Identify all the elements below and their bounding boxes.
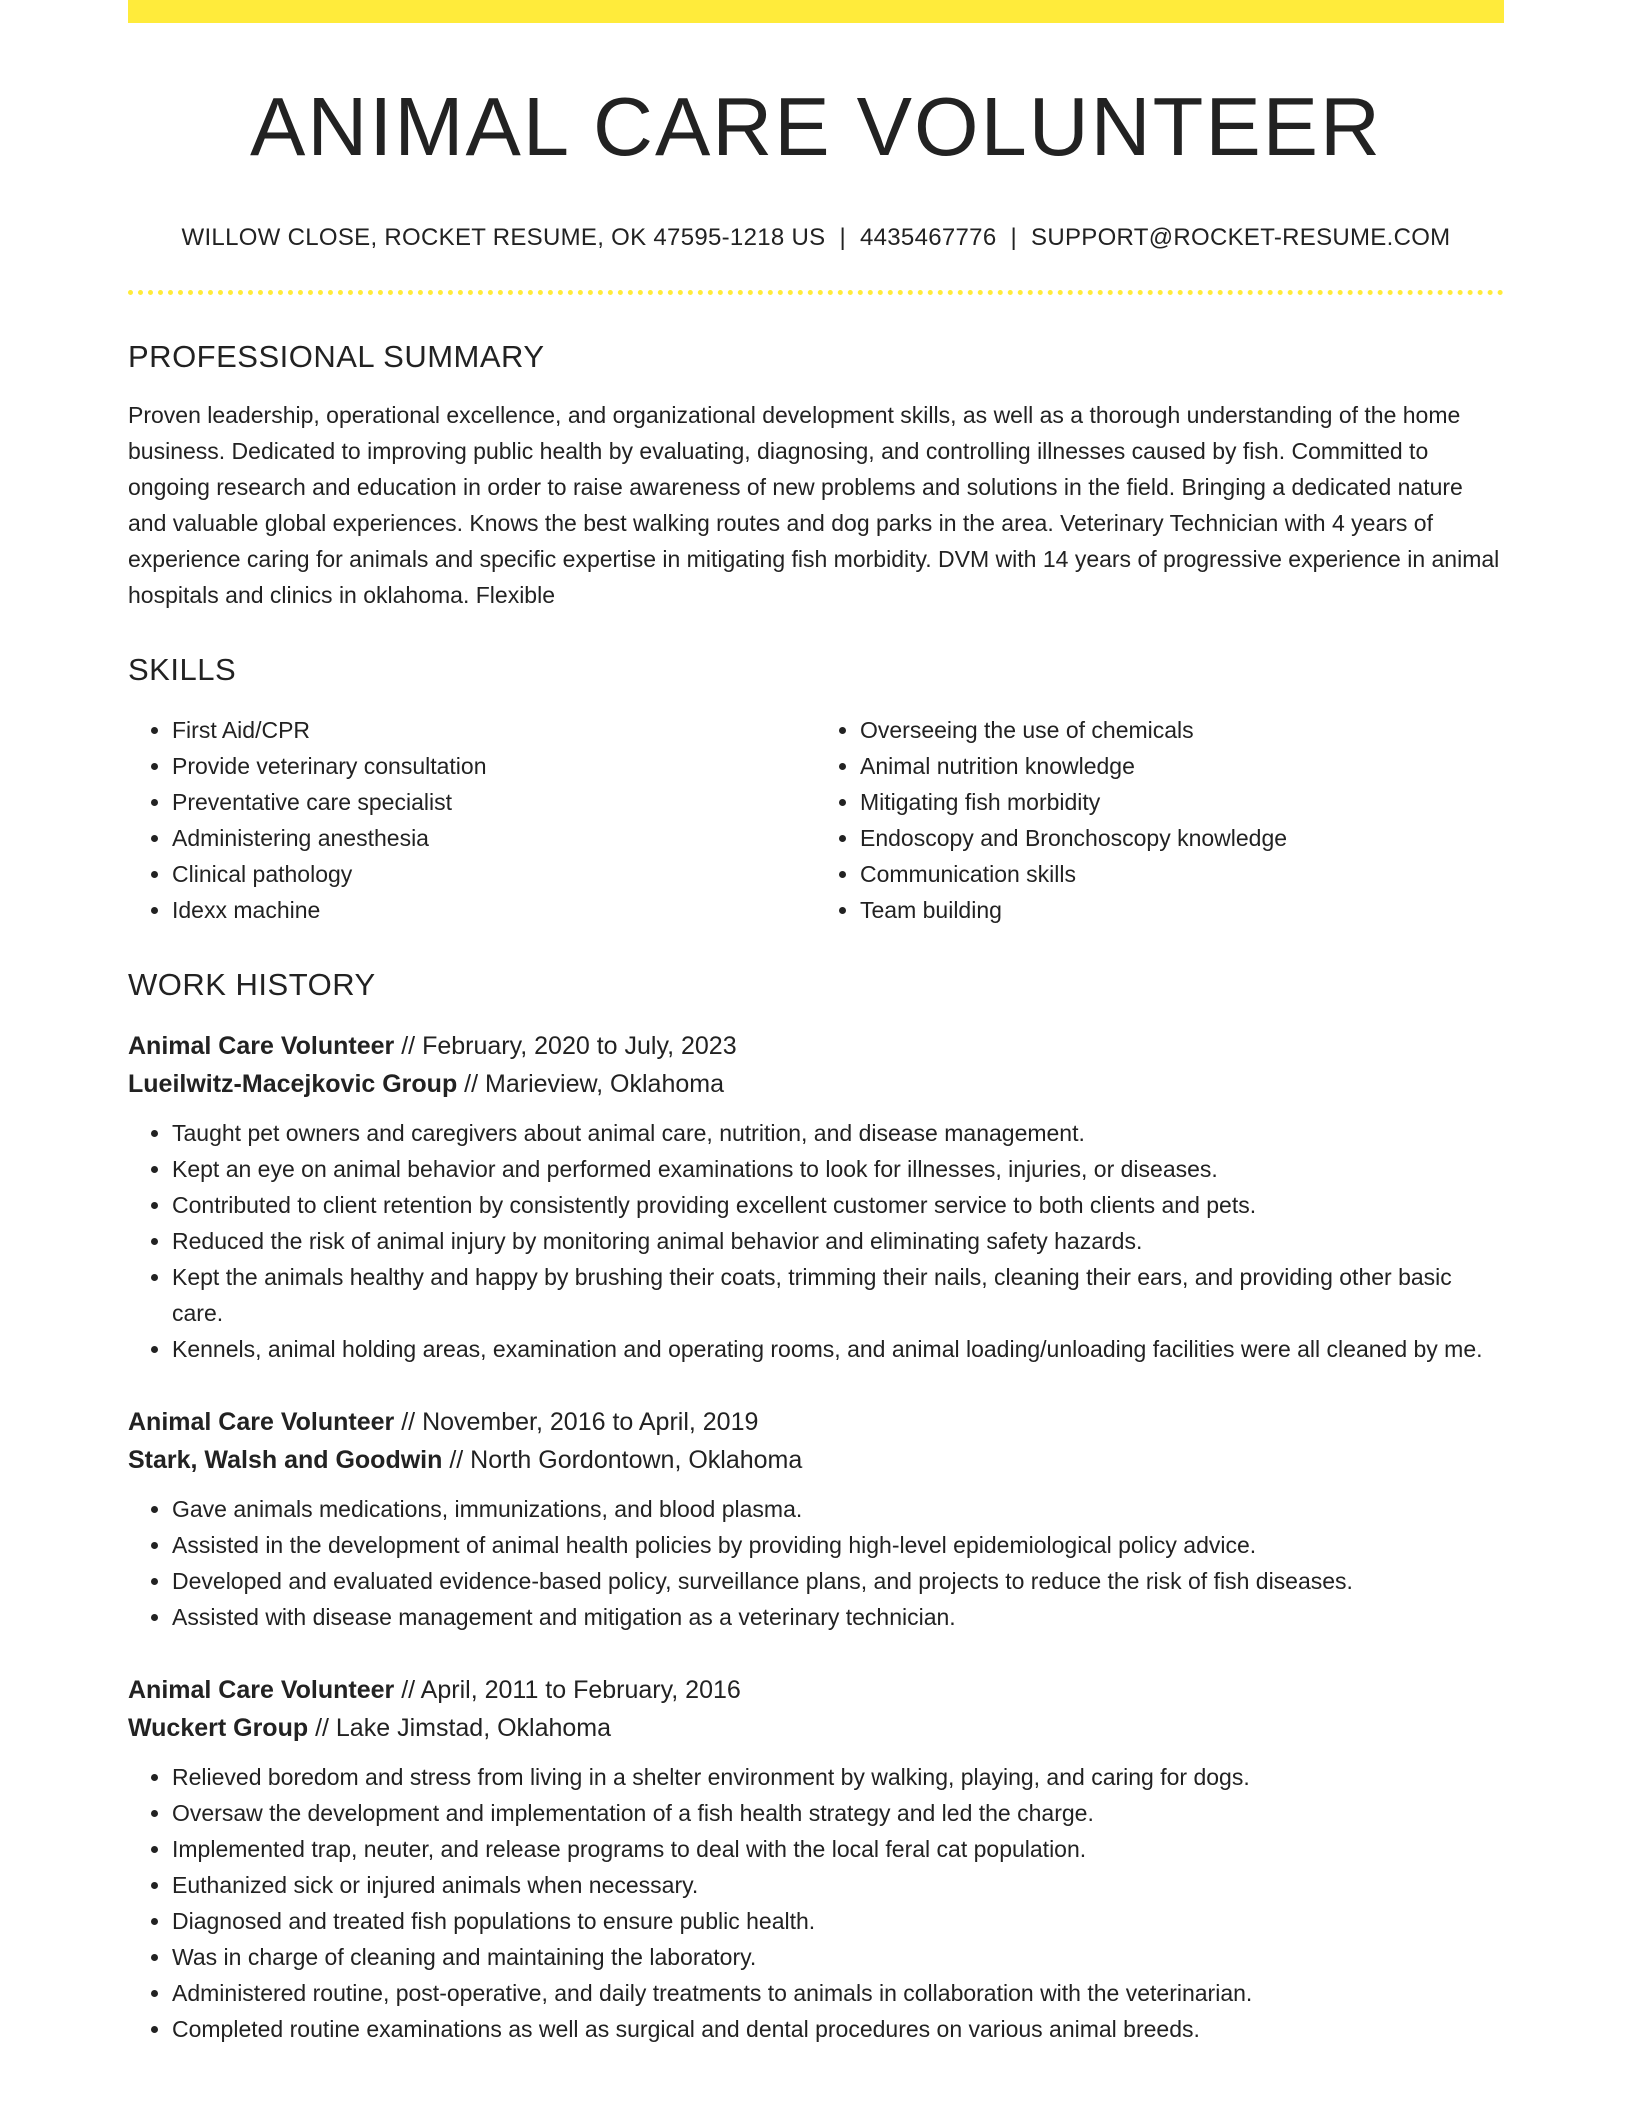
- job-dates: // November, 2016 to April, 2019: [394, 1408, 759, 1437]
- skills-column-left: [128, 712, 816, 928]
- job-dates: // February, 2020 to July, 2023: [394, 1032, 737, 1061]
- job-company: Lueilwitz-Macejkovic Group: [128, 1070, 458, 1099]
- job-bullet: • Contributed to client retention by consistently providing excellent customer service to both clients and pets.: [172, 1187, 1504, 1223]
- contact-email: SUPPORT@ROCKET-RESUME.COM: [1031, 224, 1451, 252]
- job-bullet: • Implemented trap, neuter, and release programs to deal with the local feral cat population.: [172, 1831, 1504, 1867]
- contact-separator: |: [839, 224, 846, 252]
- job-company-line: [128, 1709, 1504, 1747]
- job-bullet: • Gave animals medications, immunizations, and blood plasma.: [172, 1491, 1504, 1527]
- skill-item: • Idexx machine: [172, 892, 816, 928]
- skill-item: • Administering anesthesia: [172, 820, 816, 856]
- job-bullet: • Developed and evaluated evidence-based policy, surveillance plans, and projects to reduce the risk of fish diseases.: [172, 1563, 1504, 1599]
- job-role-line: [128, 1027, 1504, 1065]
- job-entry: [128, 1027, 1504, 1367]
- job-bullet: • Administered routine, post-operative, and daily treatments to animals in collaboration with the veterinarian.: [172, 1975, 1504, 2011]
- job-bullet: • Taught pet owners and caregivers about animal care, nutrition, and disease management.: [172, 1115, 1504, 1151]
- skill-item: • Team building: [860, 892, 1504, 928]
- job-role: Animal Care Volunteer: [128, 1408, 395, 1437]
- summary-text: Proven leadership, operational excellence, and organizational development skills, as well as a thorough understanding of the home business. Dedicated to improving public health by evaluating, diagnosing, and controlling illnesses caused by fish. Committed to ongoing research and education in order to raise awareness of new problems and solutions in the field. Bringing a dedicated nature and valuable global experiences. Knows the best walking routes and dog parks in the area. Veterinary Technician with 4 years of experience caring for animals and specific expertise in mitigating fish morbidity. DVM with 14 years of progressive experience in animal hospitals and clinics in oklahoma. Flexible: [128, 402, 1500, 609]
- job-location: // Marieview, Oklahoma: [457, 1070, 724, 1099]
- job-bullets: [128, 1491, 1504, 1635]
- job-company: Wuckert Group: [128, 1714, 309, 1743]
- job-entry: [128, 1671, 1504, 2047]
- contact-line: [128, 224, 1504, 252]
- job-bullet: • Kept the animals healthy and happy by brushing their coats, trimming their nails, cleaning their ears, and providing other basic care.: [172, 1259, 1504, 1331]
- job-company-line: [128, 1441, 1504, 1479]
- skill-item: • Communication skills: [860, 856, 1504, 892]
- skill-item: • Provide veterinary consultation: [172, 748, 816, 784]
- job-bullet: • Assisted with disease management and mitigation as a veterinary technician.: [172, 1599, 1504, 1635]
- skill-item: • Mitigating fish morbidity: [860, 784, 1504, 820]
- job-role-line: [128, 1403, 1504, 1441]
- skills-heading: SKILLS: [128, 652, 237, 688]
- skill-item: • Overseeing the use of chemicals: [860, 712, 1504, 748]
- work-history-heading: WORK HISTORY: [128, 967, 376, 1003]
- job-bullet: • Relieved boredom and stress from living in a shelter environment by walking, playing, and caring for dogs.: [172, 1759, 1504, 1795]
- contact-address: WILLOW CLOSE, ROCKET RESUME, OK 47595-1218 US: [181, 224, 826, 252]
- skill-item: • Clinical pathology: [172, 856, 816, 892]
- dotted-divider: [128, 290, 1504, 295]
- resume-name: ANIMAL CARE VOLUNTEER: [250, 80, 1382, 173]
- skill-item: • Preventative care specialist: [172, 784, 816, 820]
- job-dates: // April, 2011 to February, 2016: [394, 1676, 741, 1705]
- skill-item: • Animal nutrition knowledge: [860, 748, 1504, 784]
- job-role-line: [128, 1671, 1504, 1709]
- job-entry: [128, 1403, 1504, 1635]
- job-bullet: • Kennels, animal holding areas, examination and operating rooms, and animal loading/unloading facilities were all cleaned by me.: [172, 1331, 1504, 1367]
- resume-content: [128, 0, 1504, 2047]
- job-bullet: • Assisted in the development of animal health policies by providing high-level epidemiological policy advice.: [172, 1527, 1504, 1563]
- job-bullet: • Was in charge of cleaning and maintaining the laboratory.: [172, 1939, 1504, 1975]
- contact-separator: |: [1010, 224, 1018, 252]
- job-company-line: [128, 1065, 1504, 1103]
- job-role: Animal Care Volunteer: [128, 1032, 395, 1061]
- skill-item: • Endoscopy and Bronchoscopy knowledge: [860, 820, 1504, 856]
- contact-phone: 4435467776: [859, 224, 997, 252]
- job-bullet: • Completed routine examinations as well as surgical and dental procedures on various animal breeds.: [172, 2011, 1504, 2047]
- job-role: Animal Care Volunteer: [128, 1676, 395, 1705]
- job-location: // Lake Jimstad, Oklahoma: [308, 1714, 612, 1743]
- job-bullet: • Oversaw the development and implementation of a fish health strategy and led the charge.: [172, 1795, 1504, 1831]
- skills-column-right: [816, 712, 1504, 928]
- skill-item: • First Aid/CPR: [172, 712, 816, 748]
- job-bullets: [128, 1759, 1504, 2047]
- job-company: Stark, Walsh and Goodwin: [128, 1446, 443, 1475]
- job-bullet: • Euthanized sick or injured animals when necessary.: [172, 1867, 1504, 1903]
- job-bullets: [128, 1115, 1504, 1367]
- job-location: // North Gordontown, Oklahoma: [442, 1446, 803, 1475]
- job-bullet: • Reduced the risk of animal injury by monitoring animal behavior and eliminating safety hazards.: [172, 1223, 1504, 1259]
- job-bullet: • Kept an eye on animal behavior and performed examinations to look for illnesses, injuries, or diseases.: [172, 1151, 1504, 1187]
- skills-list: [128, 712, 1504, 928]
- job-bullet: • Diagnosed and treated fish populations to ensure public health.: [172, 1903, 1504, 1939]
- summary-heading: PROFESSIONAL SUMMARY: [128, 339, 545, 375]
- accent-top-bar: [128, 0, 1504, 23]
